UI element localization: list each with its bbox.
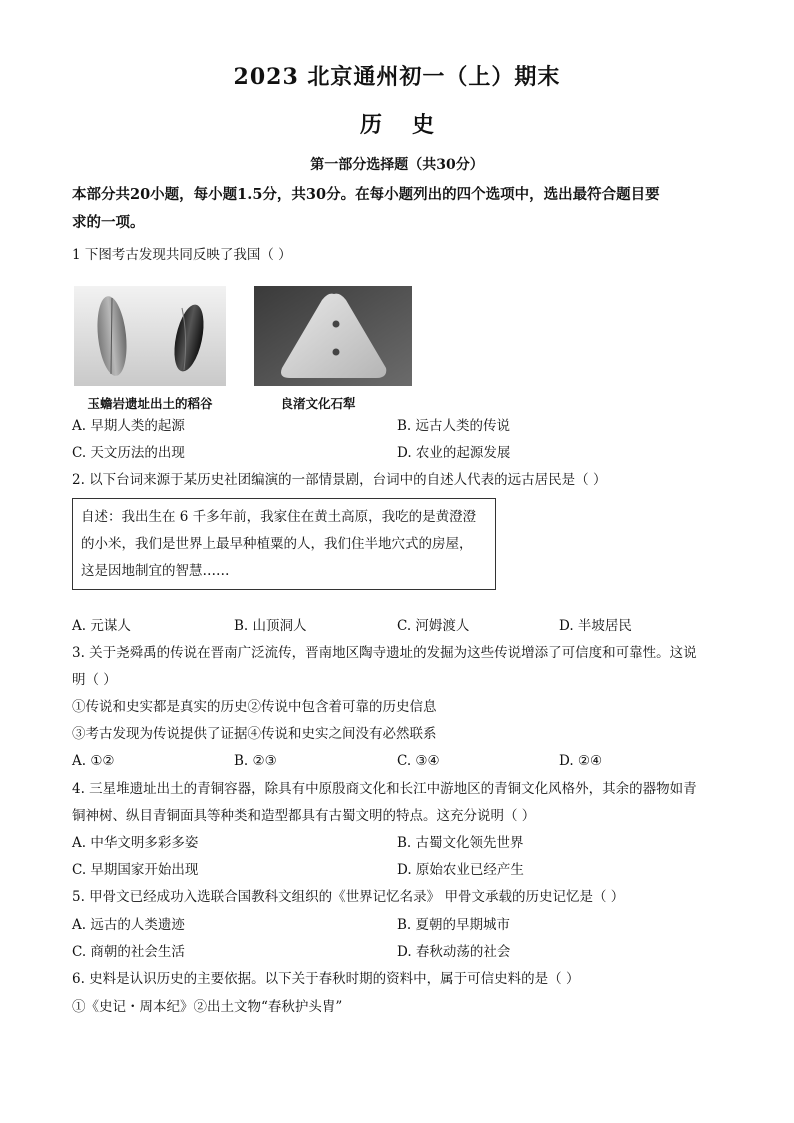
q6-stem: 6. 史料是认识历史的主要依据。以下关于春秋时期的资料中，属于可信史料的是（ ） bbox=[72, 971, 580, 987]
q3-option-a[interactable]: A. ①② bbox=[72, 753, 115, 769]
q3-option-c[interactable]: C. ③④ bbox=[397, 753, 440, 769]
q3-stem-line-2: 明（ ） bbox=[72, 672, 117, 688]
q2-option-c[interactable]: C. 河姆渡人 bbox=[397, 618, 470, 634]
q4-option-c[interactable]: C. 早期国家开始出现 bbox=[72, 862, 199, 878]
q3-stem-line-1: 3. 关于尧舜禹的传说在晋南广泛流传，晋南地区陶寺遗址的发掘为这些传说增添了可信度和可靠性。这说 bbox=[72, 645, 697, 661]
stone-plough-image bbox=[254, 286, 412, 386]
instructions bbox=[72, 181, 727, 237]
q4-option-b[interactable]: B. 古蜀文化领先世界 bbox=[397, 835, 524, 851]
q4-stem-line-2: 铜神树、纵目青铜面具等种类和造型都具有古蜀文明的特点。这充分说明（ ） bbox=[72, 808, 536, 824]
q5-option-c[interactable]: C. 商朝的社会生活 bbox=[72, 944, 185, 960]
q1-stem: 1 下图考古发现共同反映了我国（ ） bbox=[72, 247, 292, 263]
document-title: 2023 北京通州初一（上）期末 bbox=[233, 64, 561, 90]
q4-option-a[interactable]: A. 中华文明多彩多姿 bbox=[72, 835, 199, 851]
q6-statements-line-1: ①《史记・周本纪》②出土文物“春秋护头胄” bbox=[72, 999, 343, 1015]
q2-option-d[interactable]: D. 半坡居民 bbox=[559, 618, 632, 634]
q2-option-a[interactable]: A. 元谋人 bbox=[72, 618, 131, 634]
q1-image2-caption: 良渚文化石犁 bbox=[280, 396, 356, 411]
q2-quote-line-3: 这是因地制宜的智慧…… bbox=[81, 563, 230, 579]
q1-option-d[interactable]: D. 农业的起源发展 bbox=[397, 445, 511, 461]
instructions-line-2: 求的一项。 bbox=[72, 214, 145, 231]
q1-image1-caption: 玉蟾岩遗址出土的稻谷 bbox=[87, 396, 213, 411]
q2-stem: 2. 以下台词来源于某历史社团编演的一部情景剧，台词中的自述人代表的远古居民是（ ） bbox=[72, 472, 607, 488]
q1-option-a[interactable]: A. 早期人类的起源 bbox=[72, 418, 185, 434]
q3-statements-line-1: ①传说和史实都是真实的历史②传说中包含着可靠的历史信息 bbox=[72, 699, 437, 715]
q4-stem-line-1: 4. 三星堆遗址出土的青铜容器，除具有中原殷商文化和长江中游地区的青铜文化风格外，其余的器物如青 bbox=[72, 781, 697, 797]
rice-grains-photo bbox=[74, 286, 226, 386]
q1-option-c[interactable]: C. 天文历法的出现 bbox=[72, 445, 185, 461]
subject-title: 历史 bbox=[359, 112, 464, 138]
q2-option-b[interactable]: B. 山顶洞人 bbox=[234, 618, 307, 634]
q1-option-b[interactable]: B. 远古人类的传说 bbox=[397, 418, 511, 434]
q3-statements-line-2: ③考古发现为传说提供了证据④传说和史实之间没有必然联系 bbox=[72, 726, 437, 742]
q5-stem: 5. 甲骨文已经成功入选联合国教科文组织的《世界记忆名录》 甲骨文承载的历史记忆是（ ） bbox=[72, 889, 625, 905]
q2-quote-line-1: 自述：我出生在 6 千多年前，我家住在黄土高原，我吃的是黄澄澄 bbox=[81, 509, 477, 525]
q2-quote-box bbox=[72, 498, 496, 590]
q3-option-d[interactable]: D. ②④ bbox=[559, 753, 603, 769]
instructions-line-1: 本部分共20小题，每小题1.5分，共30分。在每小题列出的四个选项中，选出最符合题目要 bbox=[72, 186, 660, 203]
rice-grains-image bbox=[74, 286, 226, 386]
q5-option-b[interactable]: B. 夏朝的早期城市 bbox=[397, 917, 511, 933]
q2-quote-line-2: 的小米，我们是世界上最早种植粟的人，我们住半地穴式的房屋， bbox=[81, 536, 473, 552]
q5-option-d[interactable]: D. 春秋动荡的社会 bbox=[397, 944, 511, 960]
section-title: 第一部分选择题（共30分） bbox=[310, 157, 484, 173]
q3-option-b[interactable]: B. ②③ bbox=[234, 753, 277, 769]
q5-option-a[interactable]: A. 远古的人类遗迹 bbox=[72, 917, 185, 933]
stone-plough-photo bbox=[254, 286, 412, 386]
q4-option-d[interactable]: D. 原始农业已经产生 bbox=[397, 862, 524, 878]
